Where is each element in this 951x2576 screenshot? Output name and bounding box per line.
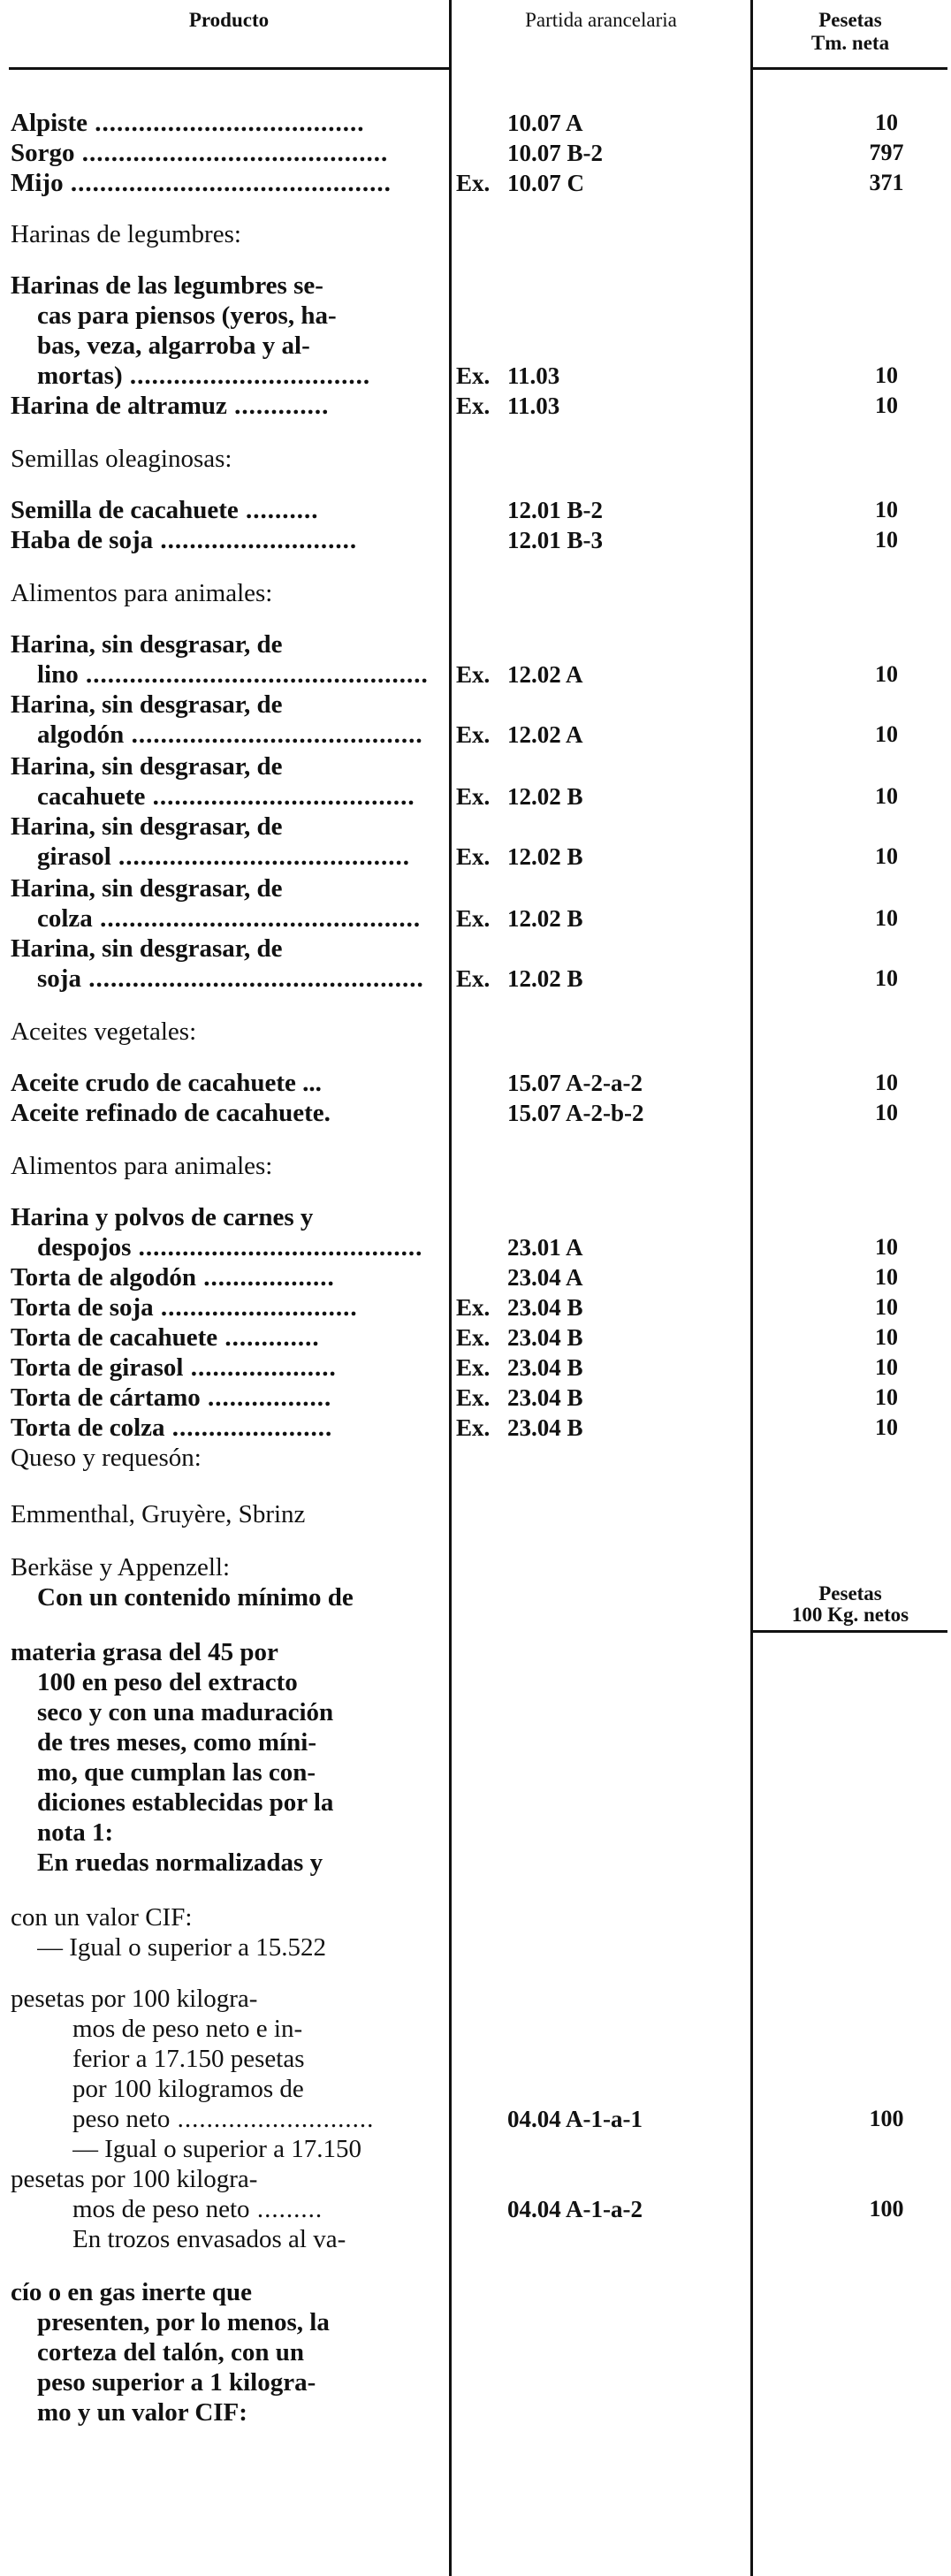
product-text: Con un contenido mínimo de [37,1583,354,1612]
ex-prefix: Ex. [456,965,491,992]
product-text: cío o en gas inerte que [11,2278,253,2306]
list-item [11,391,442,421]
header-price-line1: Pesetas [818,9,882,31]
list-item [37,2337,442,2367]
list-item [11,1292,442,1322]
price-value: 10 [875,1100,898,1125]
list-item [37,2397,442,2427]
list-item [11,1262,442,1292]
list-item [11,1984,442,2014]
dot-leader: ........................... [153,1293,358,1322]
product-text: Harina, sin desgrasar, de [11,752,283,781]
list-item [11,108,442,138]
product-text: Torta de soja [11,1293,154,1322]
dot-leader: ........................... [170,2105,375,2133]
tariff-code: 23.04 B [507,1414,583,1441]
list-item [11,1322,442,1353]
product-text: Queso y requesón: [11,1444,202,1472]
product-text: Aceite crudo de cacahuete ... [11,1069,322,1097]
price-value: 10 [875,1414,898,1440]
list-item [37,1232,442,1262]
dot-leader: ............................................ [63,169,392,197]
price-value: 100 [869,2196,904,2222]
list-item [72,2104,442,2134]
list-item [11,2164,442,2194]
ex-prefix: Ex. [456,661,491,688]
product-text: Haba de soja [11,526,154,554]
tariff-code: 23.04 B [507,1294,583,1321]
product-text: Harina, sin desgrasar, de [11,812,283,841]
header-rule [752,67,947,70]
product-text: mo, que cumplan las con- [37,1758,316,1787]
price-value: 10 [875,965,898,991]
list-item [72,2224,442,2254]
product-text: Sorgo [11,139,75,167]
product-text: Harina, sin desgrasar, de [11,630,283,659]
ex-prefix: Ex. [456,170,491,196]
tariff-code: 23.04 B [507,1324,583,1351]
product-text: Berkäse y Appenzell: [11,1553,231,1581]
product-text: Semilla de cacahuete [11,496,239,524]
price-value: 10 [875,905,898,931]
dot-leader: .................... [183,1353,337,1382]
dot-leader: ...................... [164,1414,333,1442]
product-text: algodón [37,720,125,749]
dot-leader: ..................................... [87,109,365,137]
subheader-price-line2: 100 Kg. netos [791,1604,909,1626]
product-text: Aceites vegetales: [11,1017,197,1046]
product-text: Aceite refinado de cacahuete. [11,1099,331,1127]
tariff-code: 12.01 B-2 [507,497,603,523]
product-text: Harina y polvos de carnes y [11,1203,314,1231]
ex-prefix: Ex. [456,1384,491,1411]
price-value: 10 [875,1070,898,1095]
product-text: ferior a 17.150 pesetas [72,2045,305,2073]
tariff-code: 10.07 C [507,170,584,196]
product-text: Harinas de las legumbres se- [11,271,323,300]
product-text: — Igual o superior a 17.150 [72,2135,361,2163]
dot-leader: ........................... [153,526,358,554]
list-item [72,2074,442,2104]
list-item [72,2044,442,2074]
ex-prefix: Ex. [456,721,491,748]
tariff-code: 23.01 A [507,1234,583,1261]
dot-leader: ............................................... [78,660,429,689]
dot-leader: .......... [238,496,319,524]
tariff-code: 12.02 B [507,843,583,870]
list-item [37,903,442,934]
product-text: nota 1: [37,1818,114,1847]
list-item [72,2014,442,2044]
list-item [37,361,442,391]
dot-leader: ........................................ [124,720,423,749]
dot-leader: .............................................. [80,964,424,993]
subheader-rule [752,1630,947,1633]
product-text: peso superior a 1 kilogra- [37,2368,316,2397]
product-text: pesetas por 100 kilogra- [11,1985,258,2013]
list-item [11,812,442,842]
subheader-price-line1: Pesetas [818,1582,882,1604]
list-item [37,1697,442,1727]
list-item [37,659,442,690]
price-value: 10 [875,1384,898,1410]
product-text: soja [37,964,81,993]
product-text: Alimentos para animales: [11,579,273,607]
product-text: bas, veza, algarroba y al- [37,332,310,360]
product-text: peso neto [72,2105,171,2133]
product-text: despojos [37,1233,132,1261]
tariff-code: 04.04 A-1-a-2 [507,2196,643,2222]
dot-leader: ............. [217,1323,320,1352]
list-item [11,1413,442,1443]
ex-prefix: Ex. [456,1414,491,1441]
list-item [11,1552,442,1582]
list-item [37,1818,442,1848]
price-value: 10 [875,783,898,809]
list-item [37,2307,442,2337]
list-item [11,2277,442,2307]
tariff-code: 23.04 A [507,1264,583,1291]
price-value: 10 [875,1354,898,1380]
list-item [11,1443,442,1473]
price-value: 10 [875,721,898,747]
dot-leader: ....................................... [131,1233,423,1261]
tariff-code: 10.07 B-2 [507,140,603,166]
ex-prefix: Ex. [456,1354,491,1381]
tariff-code: 11.03 [507,362,560,389]
list-item [37,1932,442,1962]
tariff-code: 15.07 A-2-b-2 [507,1100,644,1126]
list-item [37,1582,442,1612]
product-text: materia grasa del 45 por [11,1638,278,1666]
list-item [11,271,442,301]
ex-prefix: Ex. [456,1324,491,1351]
dot-leader: ............. [226,392,330,420]
list-item [37,720,442,750]
list-item [11,934,442,964]
price-value: 10 [875,110,898,135]
list-item [11,138,442,168]
column-divider [449,0,452,2576]
list-item [72,2134,442,2164]
price-value: 10 [875,843,898,869]
product-text: Torta de colza [11,1414,165,1442]
product-text: Torta de cártamo [11,1383,201,1412]
tariff-code: 23.04 B [507,1384,583,1411]
list-item [11,168,442,198]
product-text: con un valor CIF: [11,1903,193,1932]
tariff-code: 12.02 B [507,905,583,932]
product-text: Harina, sin desgrasar, de [11,690,283,719]
header-product: Producto [188,9,270,31]
list-item [37,2367,442,2397]
list-item [11,751,442,781]
product-text: En ruedas normalizadas y [37,1848,323,1877]
list-item [37,301,442,331]
product-text: Torta de algodón [11,1263,197,1292]
dot-leader: .................. [196,1263,335,1292]
column-divider [750,0,753,2576]
list-item [11,1637,442,1667]
list-item [11,525,442,555]
list-item [11,1202,442,1232]
list-item [11,1383,442,1413]
list-item [37,1848,442,1878]
product-text: Mijo [11,169,64,197]
ex-prefix: Ex. [456,843,491,870]
dot-leader: ........................................ [110,842,411,871]
product-text: Harina, sin desgrasar, de [11,934,283,963]
tariff-code: 15.07 A-2-a-2 [507,1070,643,1096]
list-item [11,873,442,903]
product-text: girasol [37,842,111,871]
list-item [37,781,442,812]
product-text: mo y un valor CIF: [37,2398,247,2427]
product-text: seco y con una maduración [37,1698,334,1726]
ex-prefix: Ex. [456,392,491,419]
product-text: Harinas de legumbres: [11,220,241,248]
ex-prefix: Ex. [456,362,491,389]
product-text: cacahuete [37,782,146,811]
list-item [11,1068,442,1098]
list-item [72,2194,442,2224]
price-value: 10 [875,661,898,687]
product-text: mos de peso neto [72,2195,250,2223]
list-item [37,842,442,872]
price-value: 10 [875,392,898,418]
product-text: pesetas por 100 kilogra- [11,2165,258,2193]
tariff-code: 12.02 A [507,661,583,688]
product-text: Alpiste [11,109,87,137]
dot-leader: .................................... [145,782,415,811]
list-item [11,1098,442,1128]
price-value: 10 [875,1294,898,1320]
price-value: 10 [875,527,898,553]
list-item [37,331,442,361]
price-value: 10 [875,1324,898,1350]
header-price-line2: Tm. neta [810,32,890,54]
tariff-code: 12.01 B-3 [507,527,603,553]
list-item [37,1757,442,1787]
list-item [11,495,442,525]
ex-prefix: Ex. [456,783,491,810]
price-value: 371 [869,170,904,195]
list-item [37,964,442,994]
price-value: 10 [875,497,898,522]
ex-prefix: Ex. [456,1294,491,1321]
product-text: presenten, por lo menos, la [37,2308,330,2336]
list-item [37,1787,442,1818]
product-text: Semillas oleaginosas: [11,445,232,473]
list-item [11,444,442,474]
product-text: Alimentos para animales: [11,1152,273,1180]
list-item [11,629,442,659]
product-text: corteza del talón, con un [37,2338,305,2366]
product-text: diciones establecidas por la [37,1788,334,1817]
product-text: Torta de cacahuete [11,1323,218,1352]
tariff-code: 11.03 [507,392,560,419]
product-text: mos de peso neto e in- [72,2015,303,2043]
tariff-code: 12.02 A [507,721,583,748]
list-item [11,1499,442,1529]
product-text: por 100 kilogramos de [72,2075,304,2103]
dot-leader: .......................................... [74,139,389,167]
product-text: cas para piensos (yeros, ha- [37,301,337,330]
tariff-code: 12.02 B [507,783,583,810]
dot-leader: ................................. [122,362,371,390]
tariff-code: 04.04 A-1-a-1 [507,2106,643,2132]
product-text: Emmenthal, Gruyère, Sbrinz [11,1500,306,1528]
list-item [11,1353,442,1383]
ex-prefix: Ex. [456,905,491,932]
list-item [11,1151,442,1181]
list-item [11,578,442,608]
dot-leader: ......... [249,2195,323,2223]
price-value: 10 [875,362,898,388]
product-text: mortas) [37,362,123,390]
product-text: 100 en peso del extracto [37,1668,298,1696]
price-value: 10 [875,1264,898,1290]
price-value: 10 [875,1234,898,1260]
list-item [37,1727,442,1757]
dot-leader: ................. [200,1383,332,1412]
list-item [11,690,442,720]
product-text: Harina, sin desgrasar, de [11,874,283,903]
product-text: de tres meses, como míni- [37,1728,316,1757]
list-item [11,1902,442,1932]
product-text: En trozos envasados al va- [72,2225,346,2253]
list-item [11,1017,442,1047]
product-text: lino [37,660,79,689]
tariff-code: 12.02 B [507,965,583,992]
price-value: 797 [869,140,904,165]
price-value: 100 [869,2106,904,2131]
dot-leader: ............................................ [92,904,422,933]
product-text: Torta de girasol [11,1353,184,1382]
header-rule [9,67,450,70]
tariff-code: 23.04 B [507,1354,583,1381]
header-tariff: Partida arancelaria [525,9,677,31]
list-item [11,219,442,249]
product-text: Harina de altramuz [11,392,227,420]
product-text: — Igual o superior a 15.522 [37,1933,326,1962]
list-item [37,1667,442,1697]
product-text: colza [37,904,93,933]
tariff-code: 10.07 A [507,110,583,136]
